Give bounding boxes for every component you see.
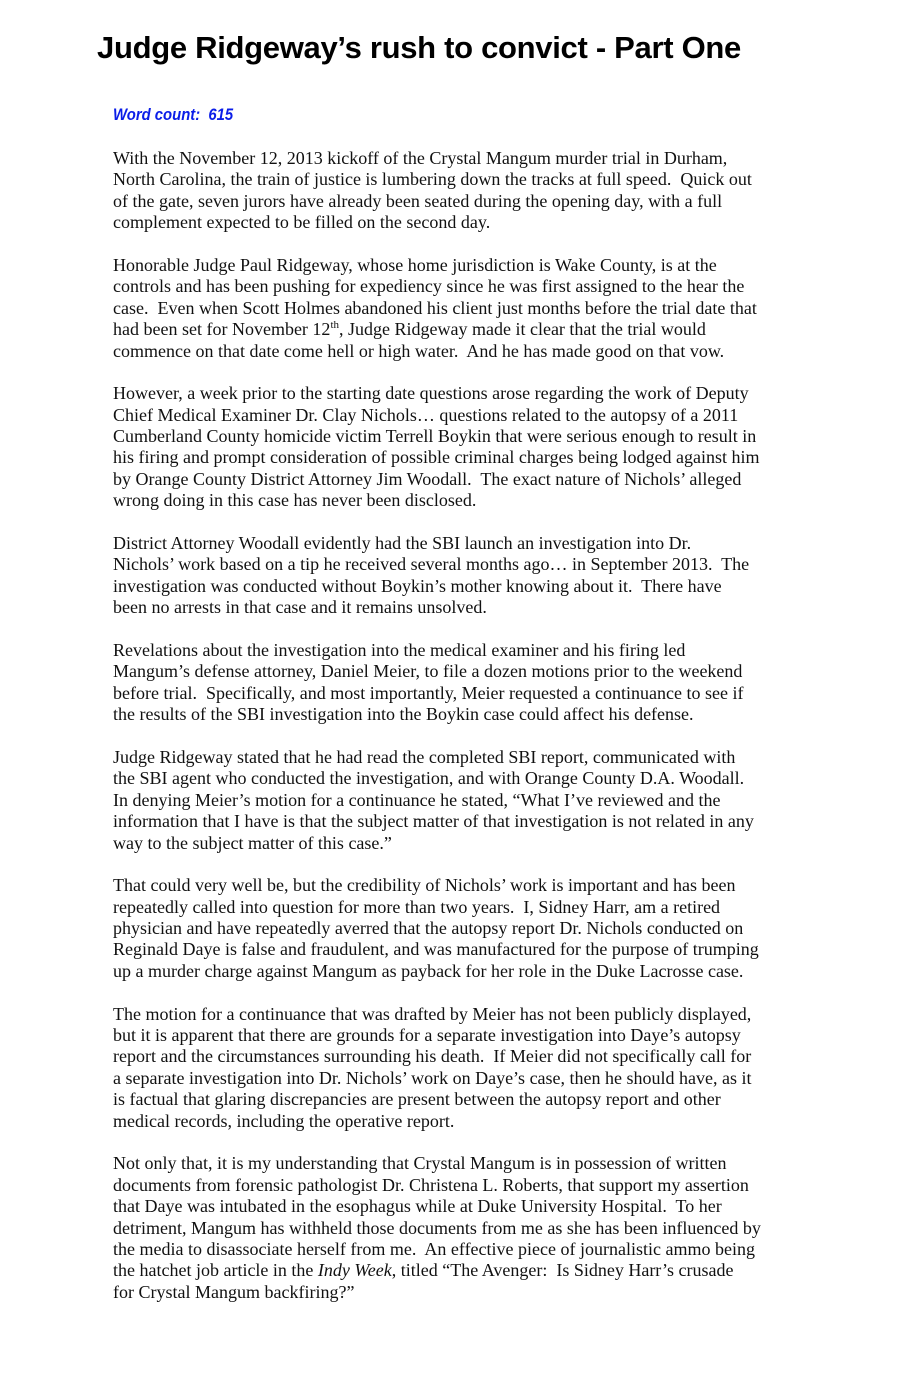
paragraph (113, 148, 813, 234)
text-line: controls and has been pushing for expediency since he was first assigned to the hear the (113, 276, 745, 297)
text-line: by Orange County District Attorney Jim Woodall. The exact nature of Nichols’ alleged (113, 468, 742, 489)
text-line: been no arrests in that case and it remains unsolved. (113, 597, 487, 618)
text-line: his firing and prompt consideration of possible criminal charges being lodged against him (113, 447, 760, 468)
text-line: of the gate, seven jurors have already been seated during the opening day, with a full (113, 190, 723, 211)
text-line: before trial. Specifically, and most importantly, Meier requested a continuance to see if (113, 682, 744, 703)
text-line: Revelations about the investigation into the medical examiner and his firing led (113, 639, 686, 660)
text-line: Nichols’ work based on a tip he received several months ago… in September 2013. The (113, 554, 750, 575)
text-line: Not only that, it is my understanding that Crystal Mangum is in possession of written (113, 1153, 727, 1174)
text-line: Honorable Judge Paul Ridgeway, whose home jurisdiction is Wake County, is at the (113, 254, 717, 275)
text-line: The motion for a continuance that was drafted by Meier has not been publicly displayed, (113, 1003, 752, 1024)
text-line: Cumberland County homicide victim Terrell Boykin that were serious enough to result in (113, 426, 757, 447)
text-line: commence on that date come hell or high water. And he has made good on that vow. (113, 340, 725, 361)
text-line: Mangum’s defense attorney, Daniel Meier, to file a dozen motions prior to the weekend (113, 661, 743, 682)
text-line: Reginald Daye is false and fraudulent, and was manufactured for the purpose of trumping (113, 939, 759, 960)
superscript: th (330, 319, 339, 332)
paragraph (113, 255, 813, 362)
text-line: investigation was conducted without Boykin’s mother knowing about it. There have (113, 575, 722, 596)
paragraph (113, 533, 813, 619)
article-title: Judge Ridgeway’s rush to convict - Part One (97, 30, 741, 65)
paragraph (113, 1153, 813, 1303)
text-line: report and the circumstances surrounding his death. If Meier did not specifically call for (113, 1046, 752, 1067)
text-line: the SBI agent who conducted the investigation, and with Orange County D.A. Woodall. (113, 768, 745, 789)
text-line: However, a week prior to the starting date questions arose regarding the work of Deputy (113, 383, 749, 404)
paragraph (113, 1004, 813, 1132)
text-line: physician and have repeatedly averred that the autopsy report Dr. Nichols conducted on (113, 918, 744, 939)
text-line: is factual that glaring discrepancies are present between the autopsy report and other (113, 1089, 721, 1110)
paragraph (113, 875, 813, 982)
text-segment: the hatchet job article in the (113, 1260, 318, 1281)
italic-title: Indy Week (317, 1260, 392, 1281)
text-line: up a murder charge against Mangum as payback for her role in the Duke Lacrosse case. (113, 960, 744, 981)
text-line: In denying Meier’s motion for a continuance he stated, “What I’ve reviewed and the (113, 789, 721, 810)
text-segment: , titled “The Avenger: Is Sidney Harr’s crusade (391, 1260, 734, 1281)
text-line: that Daye was intubated in the esophagus while at Duke University Hospital. To her (113, 1196, 722, 1217)
text-line: for Crystal Mangum backfiring?” (113, 1281, 355, 1302)
paragraph (113, 640, 813, 726)
text-line: documents from forensic pathologist Dr. Christena L. Roberts, that support my assertion (113, 1174, 749, 1195)
text-line: District Attorney Woodall evidently had the SBI launch an investigation into Dr. (113, 533, 692, 554)
article-body (113, 148, 813, 1324)
text-line: detriment, Mangum has withheld those documents from me as she has been influenced by (113, 1217, 761, 1238)
text-segment: , Judge Ridgeway made it clear that the trial would (339, 319, 706, 340)
text-line: case. Even when Scott Holmes abandoned his client just months before the trial date that (113, 297, 757, 318)
text-line: but it is apparent that there are grounds for a separate investigation into Daye’s autopsy (113, 1025, 741, 1046)
text-line: the results of the SBI investigation into the Boykin case could affect his defense. (113, 704, 694, 725)
paragraph (113, 747, 813, 854)
text-line: information that I have is that the subject matter of that investigation is not related in any (113, 811, 754, 832)
text-line: repeatedly called into question for more than two years. I, Sidney Harr, am a retired (113, 896, 721, 917)
text-line: Judge Ridgeway stated that he had read the completed SBI report, communicated with (113, 746, 736, 767)
text-line: a separate investigation into Dr. Nichols’ work on Daye’s case, then he should have, as it (113, 1067, 752, 1088)
text-line: wrong doing in this case has never been disclosed. (113, 490, 477, 511)
text-line (113, 319, 813, 340)
text-segment: had been set for November 12 (113, 319, 331, 340)
paragraph (113, 383, 813, 511)
text-line: That could very well be, but the credibility of Nichols’ work is important and has been (113, 875, 736, 896)
text-line: way to the subject matter of this case.” (113, 832, 392, 853)
text-line (113, 1260, 813, 1281)
text-line: the media to disassociate herself from me. An effective piece of journalistic ammo being (113, 1238, 755, 1259)
text-line: Chief Medical Examiner Dr. Clay Nichols… questions related to the autopsy of a 2011 (113, 404, 739, 425)
word-count: Word count: 615 (113, 106, 234, 124)
text-line: medical records, including the operative report. (113, 1110, 455, 1131)
text-line: North Carolina, the train of justice is lumbering down the tracks at full speed. Quick out (113, 169, 752, 190)
text-line: With the November 12, 2013 kickoff of the Crystal Mangum murder trial in Durham, (113, 148, 728, 168)
text-line: complement expected to be filled on the second day. (113, 212, 491, 233)
